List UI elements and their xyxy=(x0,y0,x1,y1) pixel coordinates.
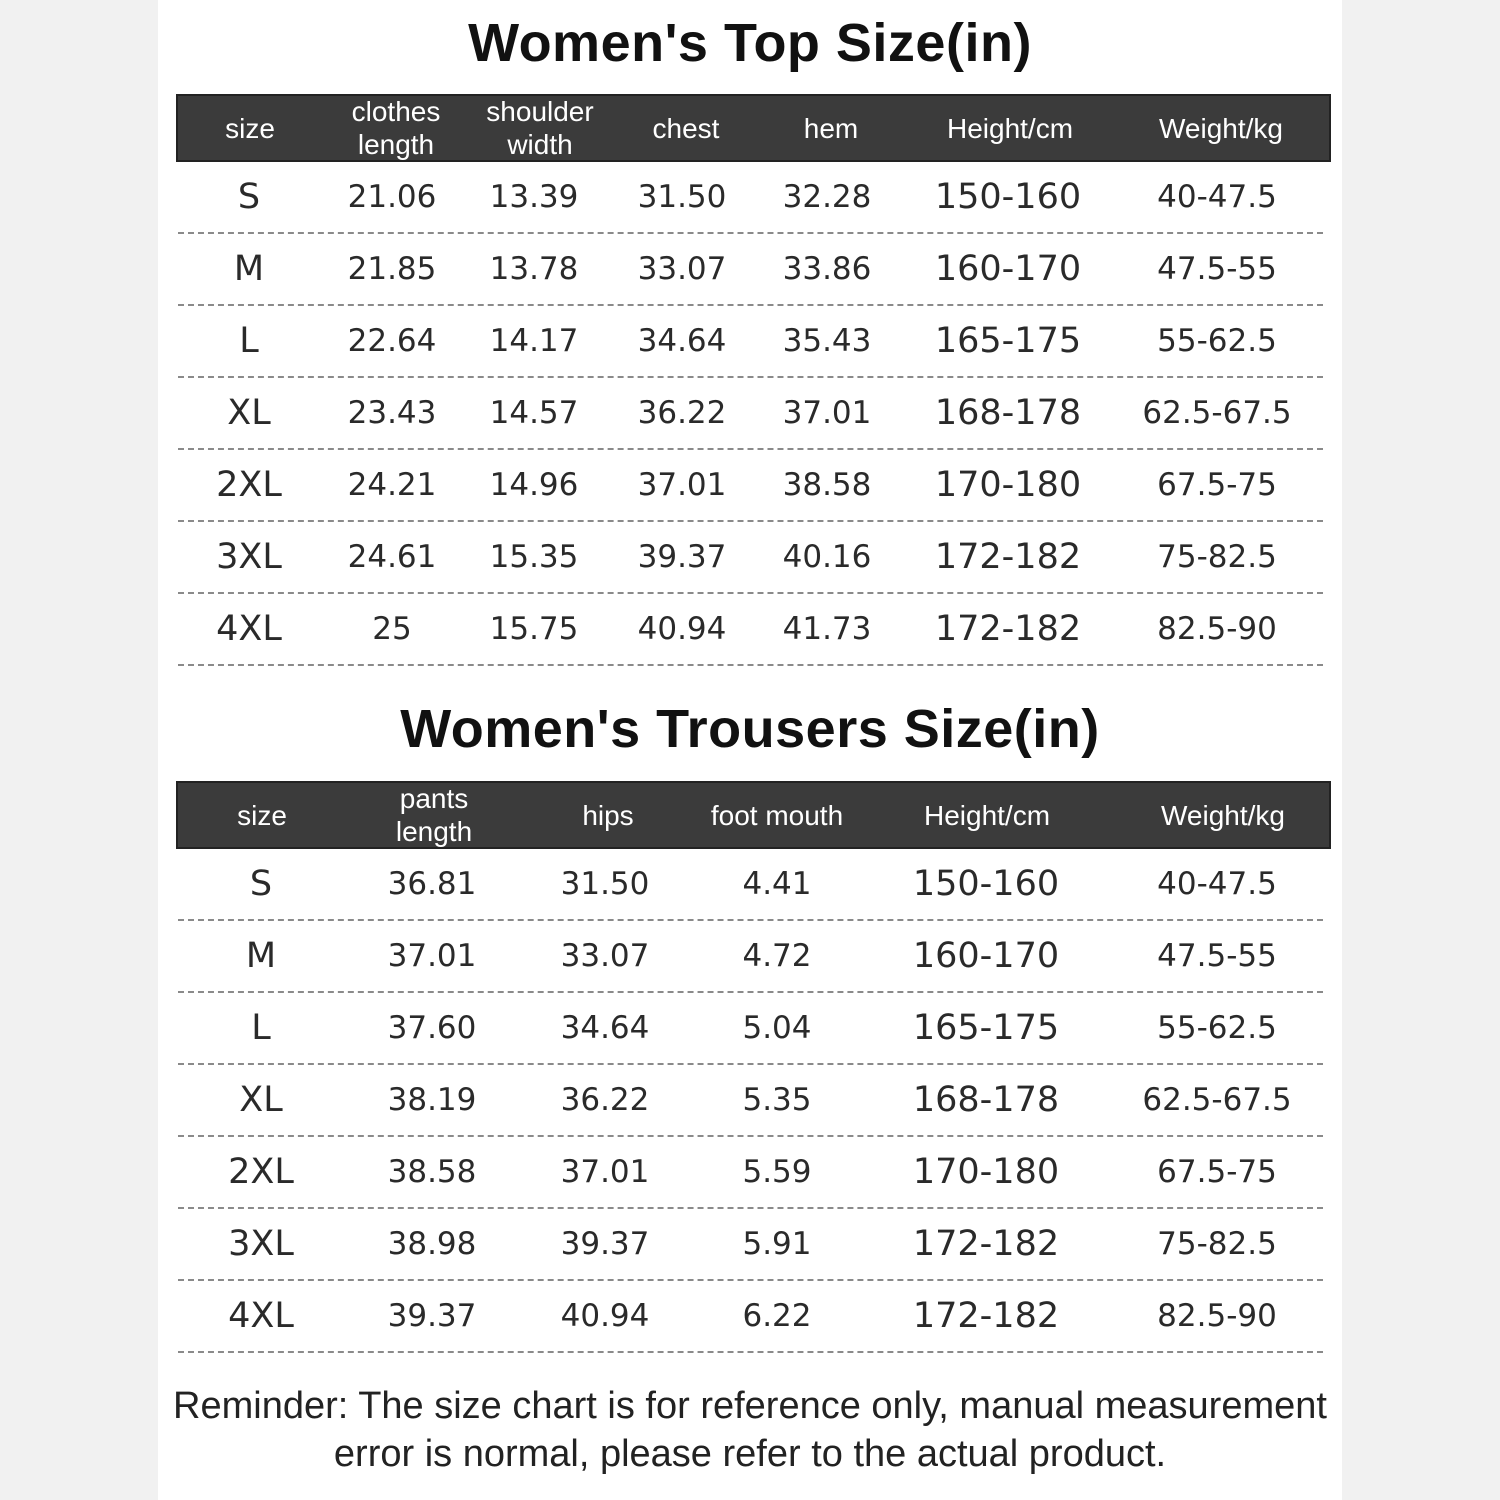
top-cell-hem: 33.86 xyxy=(782,251,872,287)
top-cell-shoulder-width: 13.39 xyxy=(489,179,579,215)
trousers-cell-size: 2XL xyxy=(228,1152,294,1192)
table-row xyxy=(176,378,1331,450)
top-cell-chest: 36.22 xyxy=(637,395,727,431)
trousers-cell-size: S xyxy=(249,864,273,904)
top-cell-clothes-length: 21.06 xyxy=(347,179,437,215)
trousers-cell-foot-mouth: 5.91 xyxy=(742,1226,812,1262)
trousers-cell-weight: 75-82.5 xyxy=(1157,1226,1277,1262)
trousers-cell-size: XL xyxy=(239,1080,283,1120)
table-row xyxy=(176,849,1331,921)
trousers-cell-height: 172-182 xyxy=(912,1224,1060,1264)
top-cell-hem: 38.58 xyxy=(782,467,872,503)
table-row xyxy=(176,450,1331,522)
trousers-cell-weight: 82.5-90 xyxy=(1157,1298,1277,1334)
trousers-cell-hips: 31.50 xyxy=(560,866,650,902)
trousers-cell-height: 165-175 xyxy=(912,1008,1060,1048)
top-cell-hem: 41.73 xyxy=(782,611,872,647)
table-row xyxy=(176,1137,1331,1209)
trousers-cell-pants-length: 37.60 xyxy=(387,1010,477,1046)
trousers-cell-hips: 37.01 xyxy=(560,1154,650,1190)
trousers-cell-weight: 55-62.5 xyxy=(1157,1010,1277,1046)
top-cell-chest: 39.37 xyxy=(637,539,727,575)
trousers-cell-foot-mouth: 5.59 xyxy=(742,1154,812,1190)
top-cell-weight: 82.5-90 xyxy=(1157,611,1277,647)
table-row xyxy=(176,522,1331,594)
top-cell-clothes-length: 21.85 xyxy=(347,251,437,287)
table-row xyxy=(176,1281,1331,1353)
top-cell-hem: 32.28 xyxy=(782,179,872,215)
top-cell-weight: 62.5-67.5 xyxy=(1142,395,1292,431)
table-row xyxy=(176,234,1331,306)
reminder-line-2: error is normal, please refer to the actual product. xyxy=(333,1433,1167,1475)
trousers-cell-hips: 34.64 xyxy=(560,1010,650,1046)
top-cell-size: S xyxy=(237,177,261,217)
trousers-cell-foot-mouth: 5.35 xyxy=(742,1082,812,1118)
top-header-shoulder-width: shoulder width xyxy=(486,96,594,160)
table-row xyxy=(176,1209,1331,1281)
top-cell-shoulder-width: 15.75 xyxy=(489,611,579,647)
top-cell-chest: 37.01 xyxy=(637,467,727,503)
top-cell-height: 172-182 xyxy=(934,609,1082,649)
trousers-cell-size: 4XL xyxy=(228,1296,294,1336)
top-header-size: size xyxy=(225,112,275,144)
top-cell-height: 160-170 xyxy=(934,249,1082,289)
trousers-cell-foot-mouth: 4.72 xyxy=(742,938,812,974)
top-cell-shoulder-width: 14.96 xyxy=(489,467,579,503)
top-cell-clothes-length: 22.64 xyxy=(347,323,437,359)
trousers-cell-height: 150-160 xyxy=(912,864,1060,904)
top-cell-weight: 55-62.5 xyxy=(1157,323,1277,359)
top-cell-chest: 34.64 xyxy=(637,323,727,359)
top-cell-weight: 47.5-55 xyxy=(1157,251,1277,287)
top-cell-weight: 75-82.5 xyxy=(1157,539,1277,575)
trousers-cell-weight: 47.5-55 xyxy=(1157,938,1277,974)
trousers-header-foot-mouth: foot mouth xyxy=(710,799,844,831)
top-cell-size: M xyxy=(233,249,265,289)
trousers-cell-size: L xyxy=(251,1008,271,1048)
table-row xyxy=(176,162,1331,234)
top-cell-size: 2XL xyxy=(216,465,282,505)
top-cell-height: 150-160 xyxy=(934,177,1082,217)
trousers-cell-pants-length: 38.98 xyxy=(387,1226,477,1262)
trousers-cell-height: 168-178 xyxy=(912,1080,1060,1120)
table-row xyxy=(176,993,1331,1065)
trousers-header-pants-length: pants length xyxy=(395,783,473,847)
top-cell-size: L xyxy=(239,321,259,361)
top-cell-clothes-length: 24.61 xyxy=(347,539,437,575)
top-cell-height: 165-175 xyxy=(934,321,1082,361)
top-cell-height: 170-180 xyxy=(934,465,1082,505)
top-cell-shoulder-width: 15.35 xyxy=(489,539,579,575)
top-cell-shoulder-width: 14.57 xyxy=(489,395,579,431)
trousers-cell-weight: 67.5-75 xyxy=(1157,1154,1277,1190)
trousers-cell-height: 170-180 xyxy=(912,1152,1060,1192)
top-header-clothes-length: clothes length xyxy=(351,96,441,160)
trousers-header-height: Height/cm xyxy=(923,799,1051,831)
top-cell-shoulder-width: 13.78 xyxy=(489,251,579,287)
top-cell-weight: 40-47.5 xyxy=(1157,179,1277,215)
trousers-cell-weight: 40-47.5 xyxy=(1157,866,1277,902)
top-cell-clothes-length: 25 xyxy=(372,611,412,647)
top-cell-height: 172-182 xyxy=(934,537,1082,577)
top-cell-height: 168-178 xyxy=(934,393,1082,433)
trousers-size-title: Women's Trousers Size(in) xyxy=(400,699,1100,759)
trousers-cell-weight: 62.5-67.5 xyxy=(1142,1082,1292,1118)
top-cell-chest: 40.94 xyxy=(637,611,727,647)
top-cell-hem: 35.43 xyxy=(782,323,872,359)
top-cell-shoulder-width: 14.17 xyxy=(489,323,579,359)
trousers-header-hips: hips xyxy=(582,799,634,831)
reminder-line-1: Reminder: The size chart is for reference only, manual measurement xyxy=(173,1385,1327,1427)
top-header-chest: chest xyxy=(652,112,720,144)
reminder-note xyxy=(0,1382,1500,1478)
trousers-cell-height: 160-170 xyxy=(912,936,1060,976)
top-cell-clothes-length: 24.21 xyxy=(347,467,437,503)
top-size-title: Women's Top Size(in) xyxy=(468,13,1032,73)
trousers-cell-hips: 40.94 xyxy=(560,1298,650,1334)
trousers-header-size: size xyxy=(237,799,287,831)
top-cell-clothes-length: 23.43 xyxy=(347,395,437,431)
top-cell-chest: 31.50 xyxy=(637,179,727,215)
trousers-cell-size: M xyxy=(245,936,277,976)
trousers-header-weight: Weight/kg xyxy=(1161,799,1285,831)
table-row xyxy=(176,306,1331,378)
trousers-cell-pants-length: 38.58 xyxy=(387,1154,477,1190)
table-row xyxy=(176,594,1331,666)
top-cell-size: 4XL xyxy=(216,609,282,649)
top-cell-hem: 37.01 xyxy=(782,395,872,431)
top-cell-weight: 67.5-75 xyxy=(1157,467,1277,503)
top-header-weight: Weight/kg xyxy=(1159,112,1283,144)
trousers-cell-size: 3XL xyxy=(228,1224,294,1264)
trousers-table-header xyxy=(176,781,1331,849)
trousers-cell-foot-mouth: 6.22 xyxy=(742,1298,812,1334)
top-header-hem: hem xyxy=(803,112,859,144)
top-cell-chest: 33.07 xyxy=(637,251,727,287)
top-table-header xyxy=(176,94,1331,162)
trousers-cell-pants-length: 39.37 xyxy=(387,1298,477,1334)
trousers-cell-foot-mouth: 5.04 xyxy=(742,1010,812,1046)
trousers-cell-pants-length: 36.81 xyxy=(387,866,477,902)
trousers-cell-foot-mouth: 4.41 xyxy=(742,866,812,902)
trousers-cell-hips: 36.22 xyxy=(560,1082,650,1118)
table-row xyxy=(176,1065,1331,1137)
trousers-cell-pants-length: 37.01 xyxy=(387,938,477,974)
trousers-cell-pants-length: 38.19 xyxy=(387,1082,477,1118)
top-cell-hem: 40.16 xyxy=(782,539,872,575)
top-cell-size: 3XL xyxy=(216,537,282,577)
trousers-cell-hips: 33.07 xyxy=(560,938,650,974)
trousers-cell-hips: 39.37 xyxy=(560,1226,650,1262)
trousers-cell-height: 172-182 xyxy=(912,1296,1060,1336)
top-header-height: Height/cm xyxy=(946,112,1074,144)
top-cell-size: XL xyxy=(227,393,271,433)
table-row xyxy=(176,921,1331,993)
